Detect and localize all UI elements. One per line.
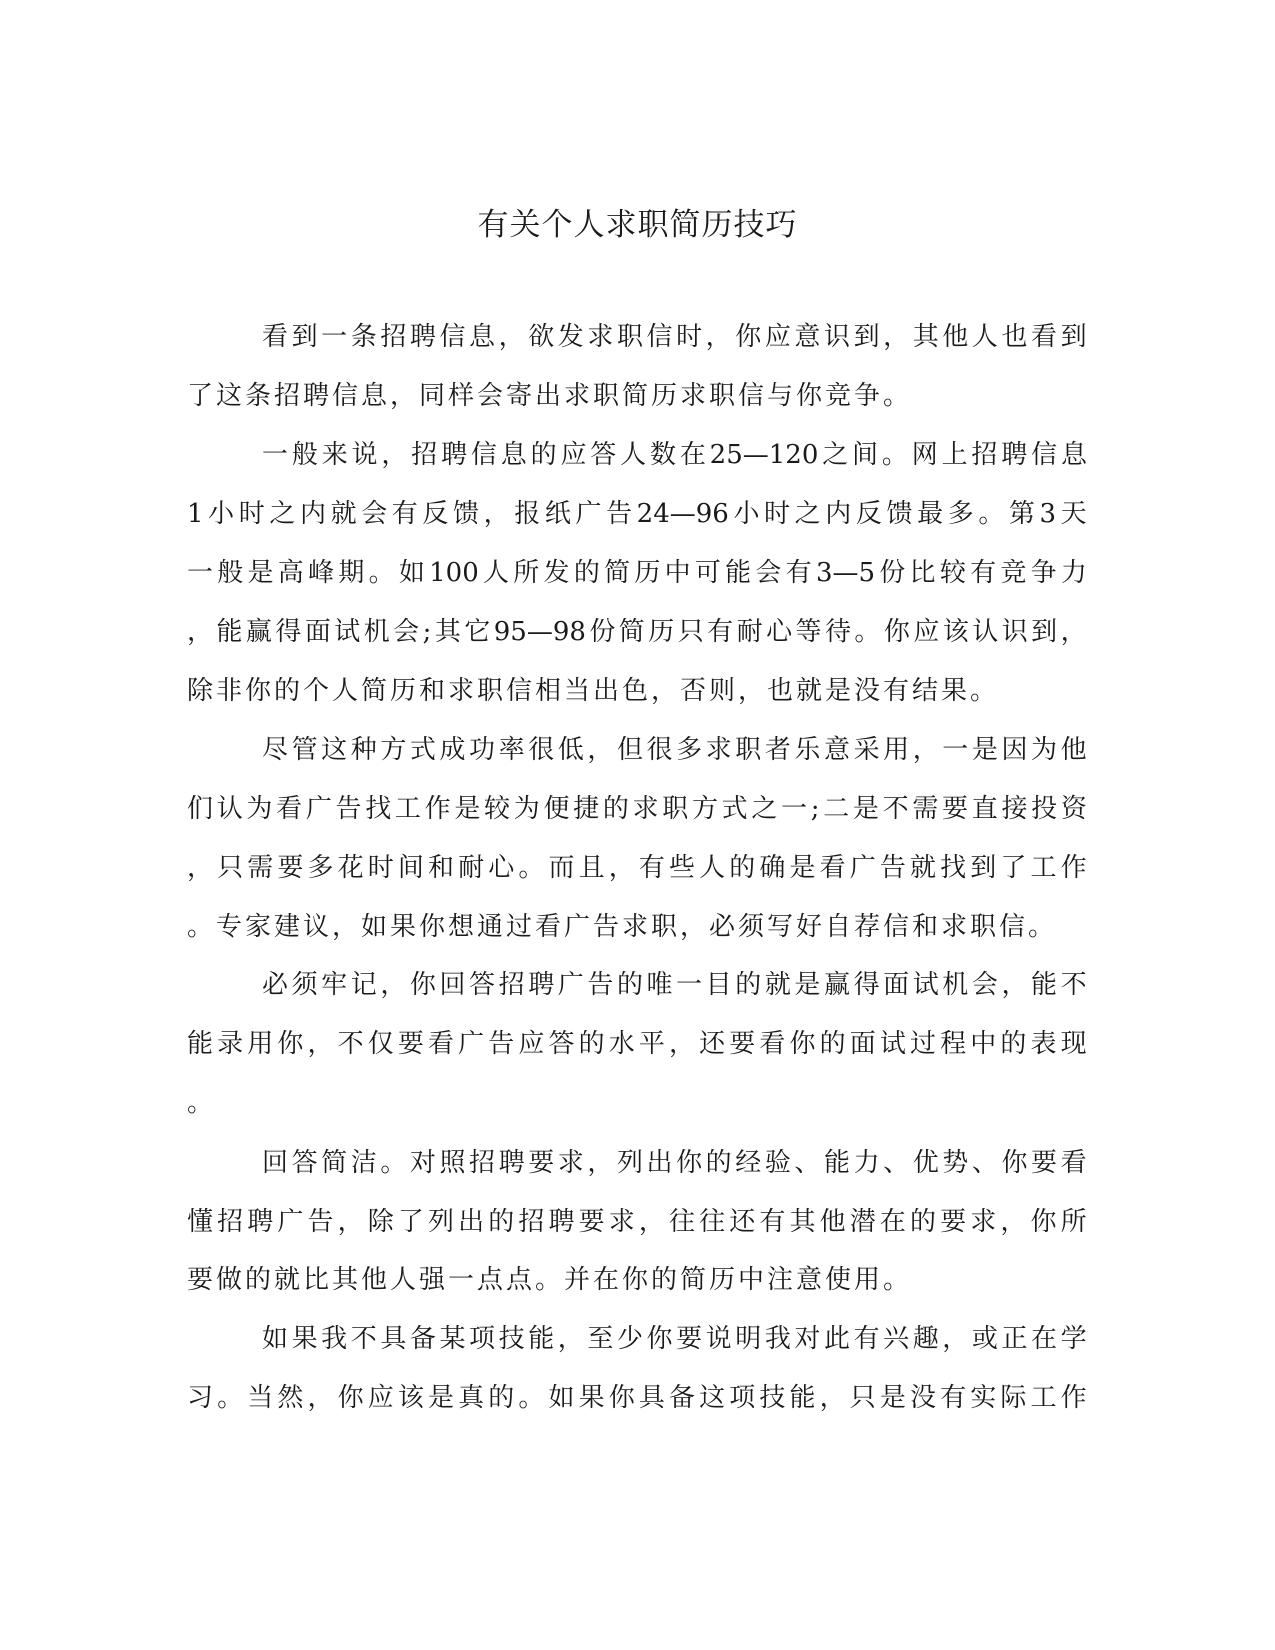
document-title: 有关个人求职简历技巧: [477, 207, 798, 243]
body-line: 1 小 时 之 内 就 会 有 反 馈 ， 报 纸 广 告 24—96 小 时 之 内 反 馈 最 多 。 第 3 天: [187, 499, 1087, 529]
body-line: 如 果 我 不 具 备 某 项 技 能 ， 至 少 你 要 说 明 我 对 此 有 兴 趣 ， 或 正 在 学: [262, 1324, 1087, 1354]
body-line: 了这条招聘信息，同样会寄出求职简历求职信与你竞争。: [187, 381, 913, 411]
body-line: 。专家建议，如果你想通过看广告求职，必须写好自荐信和求职信。: [187, 912, 1058, 942]
body-line: ， 能 赢 得 面 试 机 会 ; 其 它 95—98 份 简 历 只 有 耐 心 等 待 。 你 应 该 认 识 到 ，: [187, 617, 1087, 647]
body-line: 习 。 当 然 ， 你 应 该 是 真 的 。 如 果 你 具 备 这 项 技 能 ， 只 是 没 有 实 际 工 作: [187, 1383, 1087, 1413]
body-line: 一 般 来 说 ， 招 聘 信 息 的 应 答 人 数 在 25—120 之 间 。 网 上 招 聘 信 息: [262, 440, 1087, 470]
body-line: 能 录 用 你 ， 不 仅 要 看 广 告 应 答 的 水 平 ， 还 要 看 你 的 面 试 过 程 中 的 表 现: [187, 1029, 1087, 1059]
body-line: 回 答 简 洁 。 对 照 招 聘 要 求 ， 列 出 你 的 经 验 、 能 力 、 优 势 、 你 要 看: [262, 1148, 1087, 1178]
body-line: 们 认 为 看 广 告 找 工 作 是 较 为 便 捷 的 求 职 方 式 之 一 ; 二 是 不 需 要 直 接 投 资: [187, 794, 1087, 824]
body-line: 懂 招 聘 广 告 ， 除 了 列 出 的 招 聘 要 求 ， 往 往 还 有 其 他 潜 在 的 要 求 ， 你 所: [187, 1207, 1087, 1237]
body-line: ， 只 需 要 多 花 时 间 和 耐 心 。 而 且 ， 有 些 人 的 确 是 看 广 告 就 找 到 了 工 作: [187, 853, 1087, 883]
body-line: 一 般 是 高 峰 期 。 如 100 人 所 发 的 简 历 中 可 能 会 有 3—5 份 比 较 有 竞 争 力: [187, 558, 1087, 588]
body-line: 尽 管 这 种 方 式 成 功 率 很 低 ， 但 很 多 求 职 者 乐 意 采 用 ， 一 是 因 为 他: [262, 735, 1087, 765]
body-line: 要做的就比其他人强一点点。并在你的简历中注意使用。: [187, 1265, 913, 1295]
body-line: 必 须 牢 记 ， 你 回 答 招 聘 广 告 的 唯 一 目 的 就 是 赢 得 面 试 机 会 ， 能 不: [262, 970, 1087, 1000]
body-line: 除非你的个人简历和求职信相当出色，否则，也就是没有结果。: [187, 676, 1000, 706]
body-line: 。: [187, 1088, 217, 1118]
body-line: 看 到 一 条 招 聘 信 息 ， 欲 发 求 职 信 时 ， 你 应 意 识 到 ， 其 他 人 也 看 到: [262, 322, 1087, 352]
